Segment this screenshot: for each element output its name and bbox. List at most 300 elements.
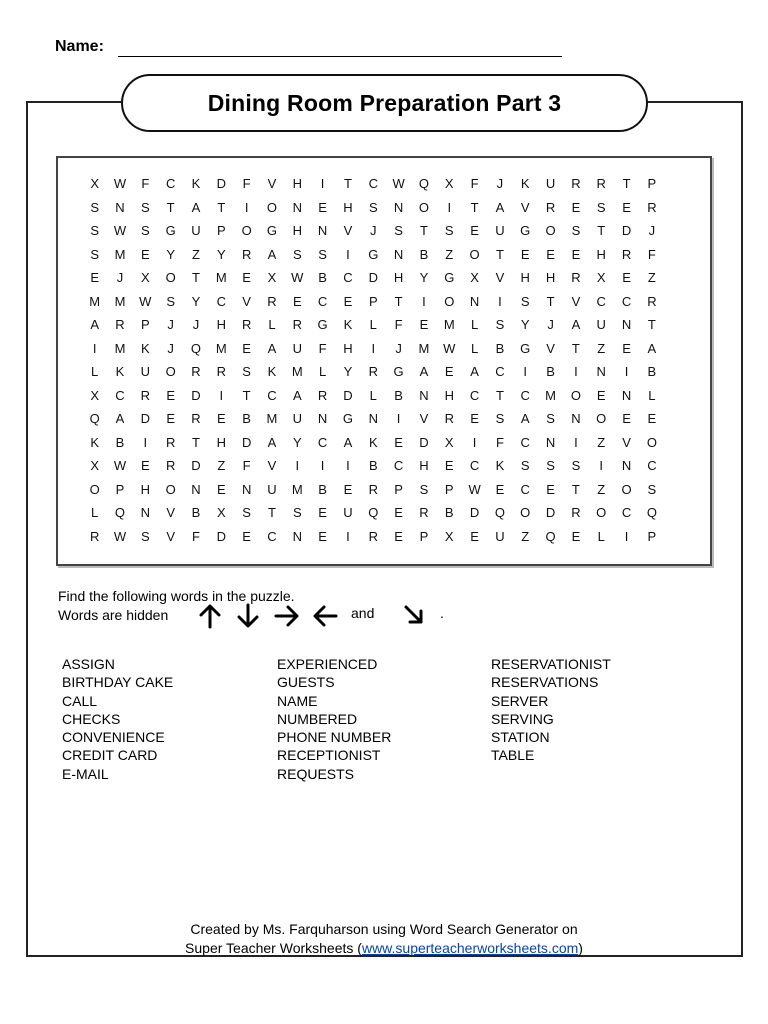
- grid-letter[interactable]: H: [216, 317, 226, 332]
- grid-letter[interactable]: E: [318, 505, 327, 520]
- grid-letter[interactable]: L: [91, 505, 99, 520]
- grid-letter[interactable]: J: [370, 223, 377, 238]
- grid-letter[interactable]: Z: [521, 528, 530, 544]
- grid-letter[interactable]: C: [495, 364, 505, 379]
- grid-letter[interactable]: P: [647, 528, 657, 544]
- grid-letter[interactable]: A: [419, 364, 429, 379]
- grid-letter[interactable]: V: [343, 223, 353, 238]
- grid-letter[interactable]: N: [419, 387, 429, 403]
- grid-letter[interactable]: O: [570, 387, 581, 403]
- name-field-line[interactable]: [118, 56, 562, 57]
- grid-letter[interactable]: Z: [597, 481, 606, 497]
- grid-letter[interactable]: W: [113, 176, 127, 191]
- grid-letter[interactable]: K: [115, 364, 125, 379]
- grid-letter[interactable]: S: [292, 246, 302, 262]
- grid-letter[interactable]: H: [292, 223, 302, 238]
- grid-letter[interactable]: O: [165, 481, 176, 497]
- grid-letter[interactable]: A: [115, 411, 125, 426]
- grid-letter[interactable]: R: [647, 293, 657, 309]
- grid-letter[interactable]: E: [622, 340, 631, 356]
- grid-letter[interactable]: V: [622, 434, 631, 450]
- grid-letter[interactable]: F: [141, 176, 150, 191]
- grid-letter[interactable]: O: [89, 481, 100, 497]
- grid-letter[interactable]: B: [647, 364, 657, 379]
- grid-letter[interactable]: S: [495, 411, 505, 426]
- grid-letter[interactable]: O: [418, 199, 429, 215]
- grid-letter[interactable]: G: [393, 364, 404, 379]
- grid-letter[interactable]: G: [520, 340, 531, 356]
- grid-letter[interactable]: S: [495, 317, 505, 332]
- grid-letter[interactable]: E: [318, 528, 327, 544]
- grid-letter[interactable]: E: [495, 481, 505, 497]
- grid-letter[interactable]: N: [317, 223, 328, 238]
- grid-letter[interactable]: P: [140, 317, 150, 332]
- grid-letter[interactable]: Y: [166, 246, 175, 262]
- grid-letter[interactable]: P: [444, 481, 454, 497]
- grid-letter[interactable]: D: [216, 528, 226, 544]
- grid-letter[interactable]: S: [647, 481, 657, 497]
- grid-letter[interactable]: J: [167, 340, 174, 356]
- grid-letter[interactable]: Q: [89, 411, 100, 426]
- grid-letter[interactable]: A: [267, 434, 277, 450]
- grid-letter[interactable]: S: [419, 481, 429, 497]
- grid-letter[interactable]: T: [495, 246, 504, 262]
- grid-letter[interactable]: T: [546, 293, 555, 309]
- grid-letter[interactable]: G: [266, 223, 278, 238]
- grid-letter[interactable]: N: [571, 411, 581, 426]
- grid-letter[interactable]: R: [267, 293, 277, 309]
- grid-letter[interactable]: T: [166, 199, 175, 215]
- grid-letter[interactable]: M: [114, 340, 126, 356]
- grid-letter[interactable]: K: [495, 458, 505, 473]
- grid-letter[interactable]: P: [216, 223, 226, 238]
- grid-letter[interactable]: E: [571, 246, 581, 262]
- grid-letter[interactable]: M: [215, 340, 227, 356]
- grid-letter[interactable]: W: [113, 223, 127, 238]
- grid-letter[interactable]: N: [317, 411, 328, 426]
- grid-letter[interactable]: C: [596, 293, 606, 309]
- grid-letter[interactable]: E: [622, 270, 631, 285]
- grid-letter[interactable]: S: [571, 458, 581, 473]
- grid-letter[interactable]: H: [216, 434, 226, 450]
- grid-letter[interactable]: J: [116, 270, 124, 285]
- grid-letter[interactable]: K: [140, 340, 150, 356]
- grid-letter[interactable]: A: [647, 340, 657, 356]
- grid-letter[interactable]: C: [368, 176, 378, 191]
- grid-letter[interactable]: I: [624, 364, 629, 379]
- grid-letter[interactable]: F: [192, 528, 200, 544]
- grid-letter[interactable]: T: [495, 387, 504, 403]
- grid-letter[interactable]: A: [520, 411, 530, 426]
- grid-letter[interactable]: S: [242, 364, 251, 379]
- grid-letter[interactable]: E: [242, 340, 251, 356]
- grid-letter[interactable]: K: [191, 176, 201, 191]
- grid-letter[interactable]: T: [622, 176, 631, 191]
- grid-letter[interactable]: F: [394, 317, 403, 332]
- grid-letter[interactable]: W: [113, 528, 127, 544]
- grid-letter[interactable]: N: [292, 199, 302, 215]
- grid-letter[interactable]: E: [419, 317, 429, 332]
- grid-letter[interactable]: I: [472, 434, 477, 450]
- grid-letter[interactable]: C: [165, 176, 176, 191]
- grid-letter[interactable]: G: [520, 223, 531, 238]
- grid-letter[interactable]: M: [266, 411, 278, 426]
- grid-letter[interactable]: F: [470, 176, 479, 191]
- grid-letter[interactable]: U: [267, 481, 277, 497]
- grid-letter[interactable]: I: [295, 458, 300, 473]
- grid-letter[interactable]: A: [571, 317, 581, 332]
- grid-letter[interactable]: E: [622, 411, 631, 426]
- grid-letter[interactable]: O: [621, 481, 632, 497]
- grid-letter[interactable]: U: [495, 223, 505, 238]
- grid-letter[interactable]: Q: [114, 505, 126, 520]
- grid-letter[interactable]: R: [647, 199, 657, 215]
- grid-letter[interactable]: C: [267, 528, 277, 544]
- grid-letter[interactable]: T: [343, 176, 352, 191]
- grid-letter[interactable]: E: [394, 528, 403, 544]
- grid-letter[interactable]: B: [368, 458, 378, 473]
- grid-letter[interactable]: V: [267, 458, 277, 473]
- grid-letter[interactable]: J: [496, 176, 504, 191]
- grid-letter[interactable]: R: [596, 176, 606, 191]
- grid-letter[interactable]: O: [545, 223, 556, 238]
- grid-letter[interactable]: I: [447, 199, 452, 215]
- grid-letter[interactable]: E: [470, 223, 479, 238]
- grid-letter[interactable]: D: [545, 505, 556, 520]
- footer-link[interactable]: www.superteacherworksheets.com: [361, 940, 579, 956]
- grid-letter[interactable]: X: [596, 270, 606, 285]
- grid-letter[interactable]: M: [114, 246, 126, 262]
- grid-letter[interactable]: S: [90, 199, 99, 215]
- grid-letter[interactable]: F: [242, 176, 251, 191]
- grid-letter[interactable]: K: [520, 176, 530, 191]
- grid-letter[interactable]: R: [621, 246, 632, 262]
- grid-letter[interactable]: B: [242, 411, 251, 426]
- grid-letter[interactable]: N: [621, 317, 632, 332]
- grid-letter[interactable]: L: [369, 387, 377, 403]
- grid-letter[interactable]: E: [647, 411, 657, 426]
- grid-letter[interactable]: I: [371, 340, 376, 356]
- grid-letter[interactable]: U: [596, 317, 606, 332]
- grid-letter[interactable]: E: [343, 481, 353, 497]
- grid-letter[interactable]: E: [216, 411, 226, 426]
- grid-letter[interactable]: D: [621, 223, 632, 238]
- grid-letter[interactable]: N: [393, 246, 404, 262]
- grid-letter[interactable]: J: [547, 317, 554, 332]
- grid-letter[interactable]: M: [545, 387, 556, 403]
- grid-letter[interactable]: O: [266, 199, 278, 215]
- grid-letter[interactable]: V: [520, 199, 530, 215]
- grid-letter[interactable]: V: [571, 293, 581, 309]
- grid-letter[interactable]: R: [545, 199, 556, 215]
- grid-letter[interactable]: R: [241, 246, 252, 262]
- grid-letter[interactable]: Q: [646, 505, 657, 520]
- grid-letter[interactable]: U: [292, 340, 302, 356]
- grid-letter[interactable]: S: [140, 223, 150, 238]
- grid-letter[interactable]: R: [292, 317, 302, 332]
- grid-letter[interactable]: D: [419, 434, 429, 450]
- grid-letter[interactable]: T: [267, 505, 276, 520]
- grid-letter[interactable]: L: [91, 364, 99, 379]
- grid-letter[interactable]: R: [419, 505, 429, 520]
- grid-letter[interactable]: P: [647, 176, 657, 191]
- grid-letter[interactable]: J: [167, 317, 174, 332]
- grid-letter[interactable]: E: [394, 434, 403, 450]
- grid-letter[interactable]: D: [343, 387, 353, 403]
- grid-letter[interactable]: X: [90, 387, 99, 403]
- grid-letter[interactable]: I: [320, 458, 325, 473]
- grid-letter[interactable]: T: [597, 223, 606, 238]
- grid-letter[interactable]: C: [267, 387, 277, 403]
- grid-letter[interactable]: Q: [190, 340, 202, 356]
- grid-letter[interactable]: C: [469, 387, 480, 403]
- grid-letter[interactable]: E: [90, 270, 99, 285]
- grid-letter[interactable]: T: [571, 481, 580, 497]
- grid-letter[interactable]: C: [393, 458, 404, 473]
- grid-letter[interactable]: H: [140, 481, 151, 497]
- grid-letter[interactable]: V: [495, 270, 505, 285]
- grid-letter[interactable]: N: [115, 199, 125, 215]
- grid-letter[interactable]: H: [444, 387, 454, 403]
- grid-letter[interactable]: J: [395, 340, 402, 356]
- grid-letter[interactable]: D: [191, 387, 201, 403]
- grid-letter[interactable]: S: [520, 293, 530, 309]
- grid-letter[interactable]: R: [368, 528, 378, 544]
- grid-letter[interactable]: H: [419, 458, 429, 473]
- grid-letter[interactable]: D: [368, 270, 378, 285]
- grid-letter[interactable]: K: [368, 434, 378, 450]
- grid-letter[interactable]: S: [520, 458, 530, 473]
- grid-letter[interactable]: E: [343, 293, 353, 309]
- grid-letter[interactable]: E: [216, 481, 226, 497]
- grid-letter[interactable]: V: [267, 176, 277, 191]
- grid-letter[interactable]: X: [267, 270, 277, 285]
- grid-letter[interactable]: E: [470, 528, 479, 544]
- grid-letter[interactable]: E: [546, 246, 555, 262]
- grid-letter[interactable]: S: [546, 411, 555, 426]
- grid-letter[interactable]: M: [291, 364, 303, 379]
- grid-letter[interactable]: O: [646, 434, 657, 450]
- grid-letter[interactable]: G: [444, 270, 455, 285]
- grid-letter[interactable]: I: [346, 246, 350, 262]
- grid-letter[interactable]: Y: [216, 246, 226, 262]
- grid-letter[interactable]: I: [320, 176, 325, 191]
- grid-letter[interactable]: M: [215, 270, 227, 285]
- grid-letter[interactable]: O: [165, 270, 176, 285]
- grid-letter[interactable]: E: [444, 458, 454, 473]
- grid-letter[interactable]: A: [470, 364, 479, 379]
- grid-letter[interactable]: H: [343, 199, 353, 215]
- grid-letter[interactable]: I: [219, 387, 224, 403]
- grid-letter[interactable]: N: [368, 411, 378, 426]
- grid-letter[interactable]: H: [596, 246, 606, 262]
- grid-letter[interactable]: S: [546, 458, 555, 473]
- grid-letter[interactable]: H: [292, 176, 302, 191]
- grid-letter[interactable]: K: [90, 434, 99, 450]
- grid-letter[interactable]: S: [140, 528, 150, 544]
- grid-letter[interactable]: R: [317, 387, 328, 403]
- grid-letter[interactable]: S: [571, 223, 581, 238]
- grid-letter[interactable]: A: [343, 434, 353, 450]
- grid-letter[interactable]: Y: [343, 364, 353, 379]
- grid-letter[interactable]: Q: [545, 528, 556, 544]
- grid-letter[interactable]: R: [571, 270, 581, 285]
- grid-letter[interactable]: X: [444, 434, 454, 450]
- grid-letter[interactable]: L: [648, 387, 656, 403]
- grid-letter[interactable]: E: [242, 270, 251, 285]
- grid-letter[interactable]: X: [444, 176, 454, 191]
- grid-letter[interactable]: N: [140, 505, 151, 520]
- grid-letter[interactable]: B: [115, 434, 125, 450]
- grid-letter[interactable]: D: [241, 434, 252, 450]
- grid-letter[interactable]: V: [166, 505, 175, 520]
- grid-letter[interactable]: E: [444, 364, 454, 379]
- grid-letter[interactable]: S: [166, 293, 175, 309]
- grid-letter[interactable]: G: [368, 246, 379, 262]
- grid-letter[interactable]: G: [342, 411, 353, 426]
- grid-letter[interactable]: N: [545, 434, 556, 450]
- grid-letter[interactable]: D: [469, 505, 480, 520]
- grid-letter[interactable]: W: [139, 293, 152, 309]
- grid-letter[interactable]: S: [90, 223, 99, 238]
- grid-letter[interactable]: F: [318, 340, 327, 356]
- grid-letter[interactable]: U: [343, 505, 353, 520]
- grid-letter[interactable]: T: [394, 293, 403, 309]
- grid-letter[interactable]: W: [113, 458, 127, 473]
- grid-letter[interactable]: E: [318, 199, 327, 215]
- grid-letter[interactable]: A: [495, 199, 505, 215]
- grid-letter[interactable]: E: [140, 246, 150, 262]
- grid-letter[interactable]: R: [191, 364, 201, 379]
- grid-letter[interactable]: O: [469, 246, 480, 262]
- grid-letter[interactable]: Z: [217, 458, 226, 473]
- grid-letter[interactable]: C: [216, 293, 226, 309]
- grid-letter[interactable]: C: [520, 481, 530, 497]
- grid-letter[interactable]: Z: [597, 434, 606, 450]
- grid-letter[interactable]: C: [520, 434, 530, 450]
- grid-letter[interactable]: O: [596, 505, 607, 520]
- grid-letter[interactable]: F: [647, 246, 656, 262]
- grid-letter[interactable]: W: [392, 176, 405, 191]
- grid-letter[interactable]: L: [268, 317, 276, 332]
- grid-letter[interactable]: H: [520, 270, 530, 285]
- grid-letter[interactable]: S: [140, 199, 150, 215]
- grid-letter[interactable]: N: [241, 481, 252, 497]
- grid-letter[interactable]: P: [115, 481, 125, 497]
- grid-letter[interactable]: U: [545, 176, 556, 191]
- grid-letter[interactable]: X: [444, 528, 454, 544]
- grid-letter[interactable]: D: [191, 458, 201, 473]
- grid-letter[interactable]: S: [368, 199, 378, 215]
- grid-letter[interactable]: D: [140, 411, 151, 426]
- grid-letter[interactable]: K: [267, 364, 277, 379]
- grid-letter[interactable]: U: [292, 411, 302, 426]
- grid-letter[interactable]: Q: [368, 505, 379, 520]
- grid-letter[interactable]: M: [418, 340, 430, 356]
- grid-letter[interactable]: T: [242, 387, 251, 403]
- grid-letter[interactable]: S: [318, 246, 327, 262]
- grid-letter[interactable]: E: [166, 411, 175, 426]
- grid-letter[interactable]: R: [191, 411, 201, 426]
- grid-letter[interactable]: R: [165, 434, 176, 450]
- grid-letter[interactable]: R: [368, 364, 378, 379]
- grid-letter[interactable]: E: [571, 528, 581, 544]
- grid-letter[interactable]: X: [216, 505, 226, 520]
- grid-letter[interactable]: I: [244, 199, 249, 215]
- grid-letter[interactable]: A: [267, 246, 277, 262]
- grid-letter[interactable]: X: [90, 458, 99, 473]
- grid-letter[interactable]: B: [318, 481, 327, 497]
- grid-letter[interactable]: W: [291, 270, 304, 285]
- grid-letter[interactable]: R: [89, 528, 100, 544]
- grid-letter[interactable]: R: [115, 317, 125, 332]
- grid-letter[interactable]: Q: [494, 505, 505, 520]
- grid-letter[interactable]: S: [90, 246, 99, 262]
- grid-letter[interactable]: T: [419, 223, 428, 238]
- grid-letter[interactable]: U: [191, 223, 201, 238]
- grid-letter[interactable]: I: [624, 528, 629, 544]
- grid-letter[interactable]: C: [469, 458, 480, 473]
- grid-letter[interactable]: S: [596, 199, 606, 215]
- grid-letter[interactable]: N: [292, 528, 302, 544]
- grid-letter[interactable]: C: [520, 387, 530, 403]
- grid-letter[interactable]: Z: [647, 270, 656, 285]
- grid-letter[interactable]: R: [241, 317, 252, 332]
- grid-letter[interactable]: T: [192, 434, 200, 450]
- grid-letter[interactable]: M: [114, 293, 126, 309]
- grid-letter[interactable]: L: [470, 317, 479, 332]
- grid-letter[interactable]: T: [217, 199, 226, 215]
- grid-letter[interactable]: S: [444, 223, 454, 238]
- grid-letter[interactable]: A: [191, 199, 201, 215]
- grid-letter[interactable]: J: [648, 223, 656, 238]
- grid-letter[interactable]: I: [574, 434, 578, 450]
- grid-letter[interactable]: O: [165, 364, 176, 379]
- grid-letter[interactable]: X: [90, 176, 99, 191]
- grid-letter[interactable]: N: [621, 458, 632, 473]
- grid-letter[interactable]: C: [621, 505, 632, 520]
- grid-letter[interactable]: D: [216, 176, 226, 191]
- grid-letter[interactable]: R: [444, 411, 454, 426]
- grid-letter[interactable]: T: [571, 340, 580, 356]
- grid-letter[interactable]: Z: [192, 246, 200, 262]
- grid-letter[interactable]: F: [495, 434, 504, 450]
- grid-letter[interactable]: R: [571, 176, 581, 191]
- grid-letter[interactable]: P: [368, 293, 378, 309]
- grid-letter[interactable]: X: [470, 270, 479, 285]
- grid-letter[interactable]: N: [621, 387, 632, 403]
- grid-letter[interactable]: R: [216, 364, 226, 379]
- grid-letter[interactable]: R: [368, 481, 378, 497]
- grid-letter[interactable]: V: [546, 340, 555, 356]
- grid-letter[interactable]: C: [115, 387, 125, 403]
- grid-letter[interactable]: H: [393, 270, 404, 285]
- grid-letter[interactable]: E: [140, 458, 150, 473]
- grid-letter[interactable]: V: [166, 528, 175, 544]
- grid-letter[interactable]: E: [596, 387, 606, 403]
- grid-letter[interactable]: C: [317, 293, 328, 309]
- grid-letter[interactable]: J: [192, 317, 200, 332]
- grid-letter[interactable]: O: [596, 411, 607, 426]
- grid-letter[interactable]: I: [498, 293, 502, 309]
- grid-letter[interactable]: E: [292, 293, 302, 309]
- grid-letter[interactable]: L: [319, 364, 327, 379]
- grid-letter[interactable]: N: [469, 293, 480, 309]
- grid-letter[interactable]: G: [165, 223, 176, 238]
- grid-letter[interactable]: I: [346, 458, 350, 473]
- grid-letter[interactable]: I: [143, 434, 148, 450]
- grid-letter[interactable]: S: [242, 505, 251, 520]
